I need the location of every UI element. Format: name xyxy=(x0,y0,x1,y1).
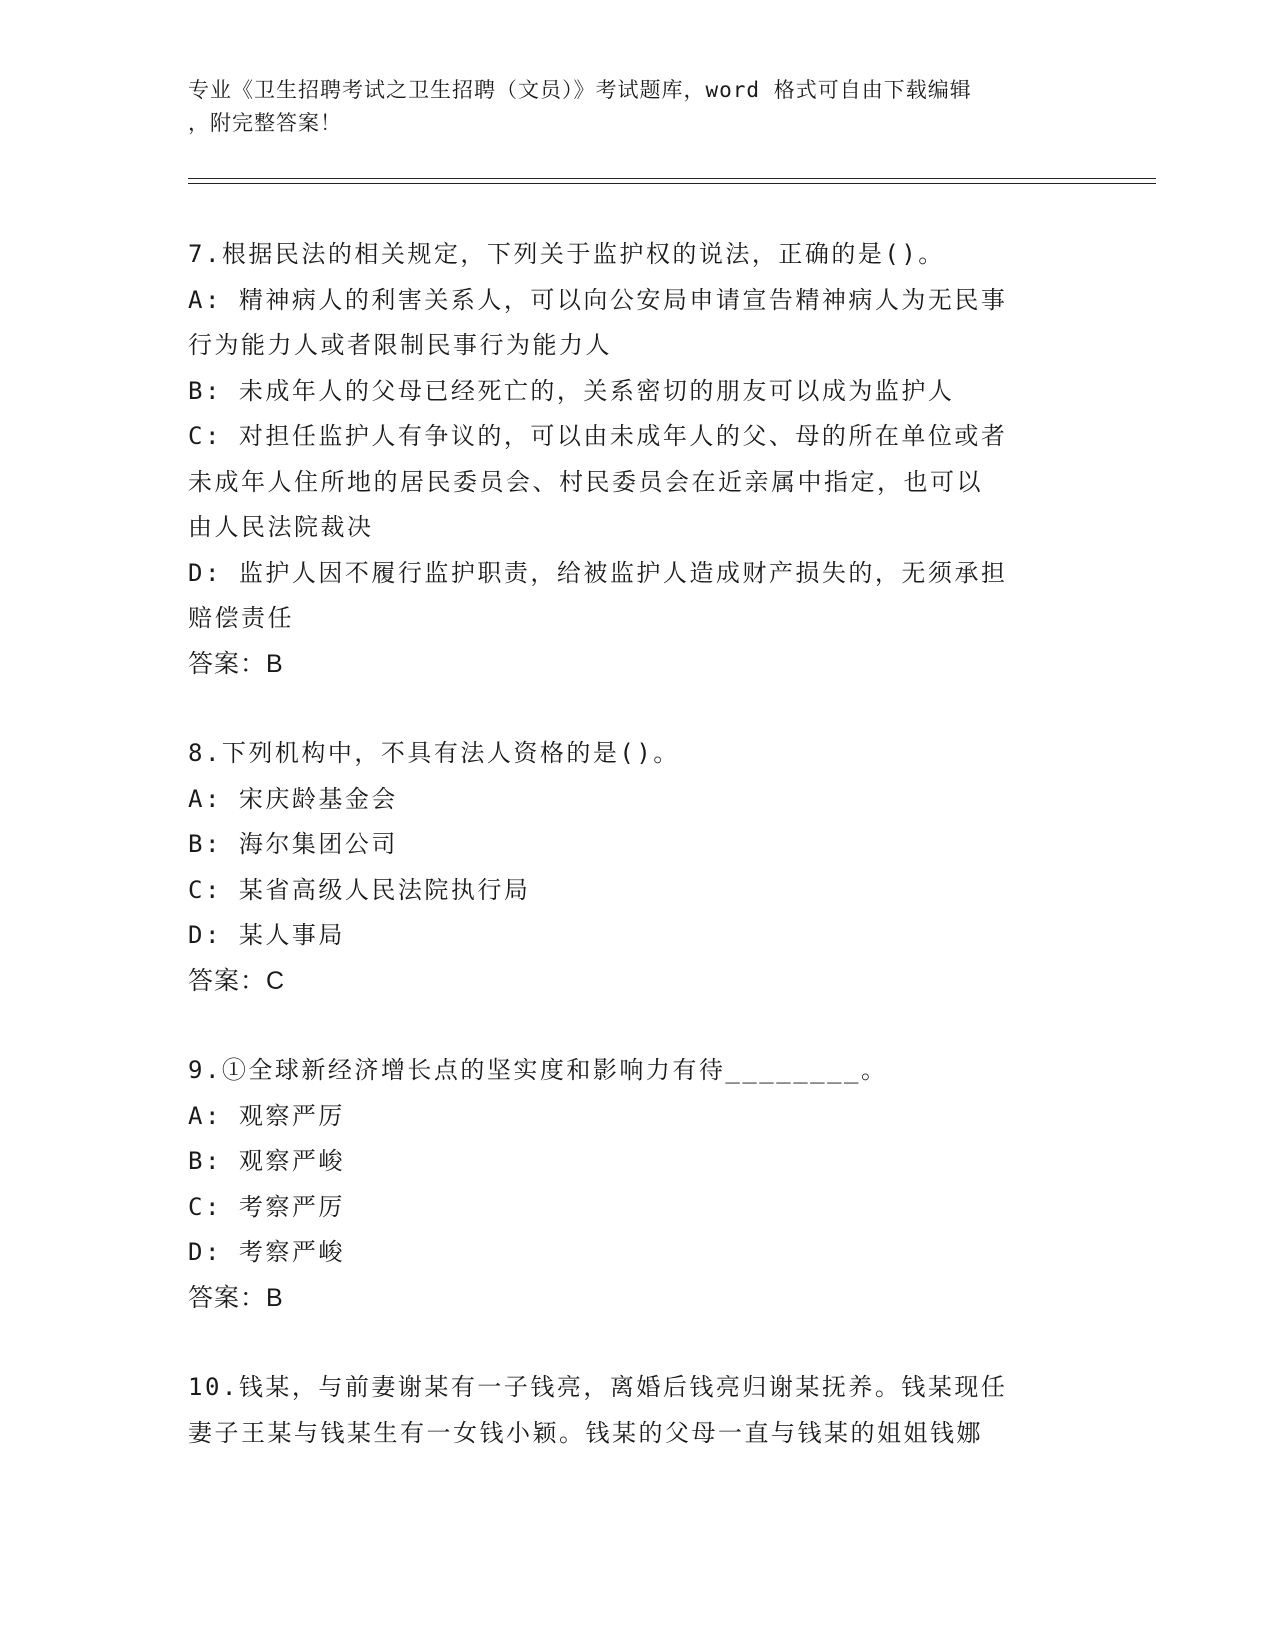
header-line-1: 专业《卫生招聘考试之卫生招聘（文员）》考试题库，word 格式可自由下载编辑 xyxy=(188,78,972,102)
question-stem: 8.下列机构中，不具有法人资格的是()。 xyxy=(188,739,680,767)
question-stem: 7.根据民法的相关规定，下列关于监护权的说法，正确的是()。 xyxy=(188,240,945,268)
option-line: B: 未成年人的父母已经死亡的，关系密切的朋友可以成为监护人 xyxy=(188,376,955,405)
option-b: B: 观察严峻 xyxy=(188,1147,345,1175)
option-line: 行为能力人或者限制民事行为能力人 xyxy=(188,331,612,359)
option-line: 赔偿责任 xyxy=(188,604,294,632)
header-divider-top xyxy=(188,178,1156,179)
option-line: 未成年人住所地的居民委员会、村民委员会在近亲属中指定，也可以 xyxy=(188,467,983,496)
question-stem-line: 10.钱某，与前妻谢某有一子钱亮，离婚后钱亮归谢某抚养。钱某现任 xyxy=(188,1373,1008,1401)
question-8 xyxy=(188,731,1088,1004)
option-line: D: 监护人因不履行监护职责，给被监护人造成财产损失的，无须承担 xyxy=(188,558,1008,587)
question-10 xyxy=(188,1365,1088,1456)
option-b: B: 海尔集团公司 xyxy=(188,830,398,858)
option-a: A: 观察严厉 xyxy=(188,1101,345,1130)
answer-line: 答案：B xyxy=(188,649,284,678)
option-line: C: 对担任监护人有争议的，可以由未成年人的父、母的所在单位或者 xyxy=(188,422,1008,450)
document-header xyxy=(188,74,1068,140)
header-line-2: ，附完整答案！ xyxy=(188,111,342,135)
option-a: A: 宋庆龄基金会 xyxy=(188,784,398,813)
question-9 xyxy=(188,1048,1088,1321)
question-stem-line: 妻子王某与钱某生有一女钱小颖。钱某的父母一直与钱某的姐姐钱娜 xyxy=(188,1418,983,1447)
answer-line: 答案：C xyxy=(188,966,286,995)
option-line: A: 精神病人的利害关系人，可以向公安局申请宣告精神病人为无民事 xyxy=(188,285,1008,314)
question-7 xyxy=(188,232,1088,687)
option-line: 由人民法院裁决 xyxy=(188,513,374,541)
option-c: C: 考察严厉 xyxy=(188,1192,345,1221)
question-stem: 9.①全球新经济增长点的坚实度和影响力有待________。 xyxy=(188,1056,888,1084)
option-d xyxy=(188,551,1088,642)
answer-line: 答案：B xyxy=(188,1283,284,1312)
option-a xyxy=(188,278,1088,369)
option-c: C: 某省高级人民法院执行局 xyxy=(188,875,531,904)
option-b xyxy=(188,369,1088,415)
header-divider-bottom xyxy=(188,183,1156,184)
question-list xyxy=(188,232,1088,1500)
option-d: D: 考察严峻 xyxy=(188,1238,345,1266)
option-d: D: 某人事局 xyxy=(188,921,345,949)
option-c xyxy=(188,414,1088,551)
